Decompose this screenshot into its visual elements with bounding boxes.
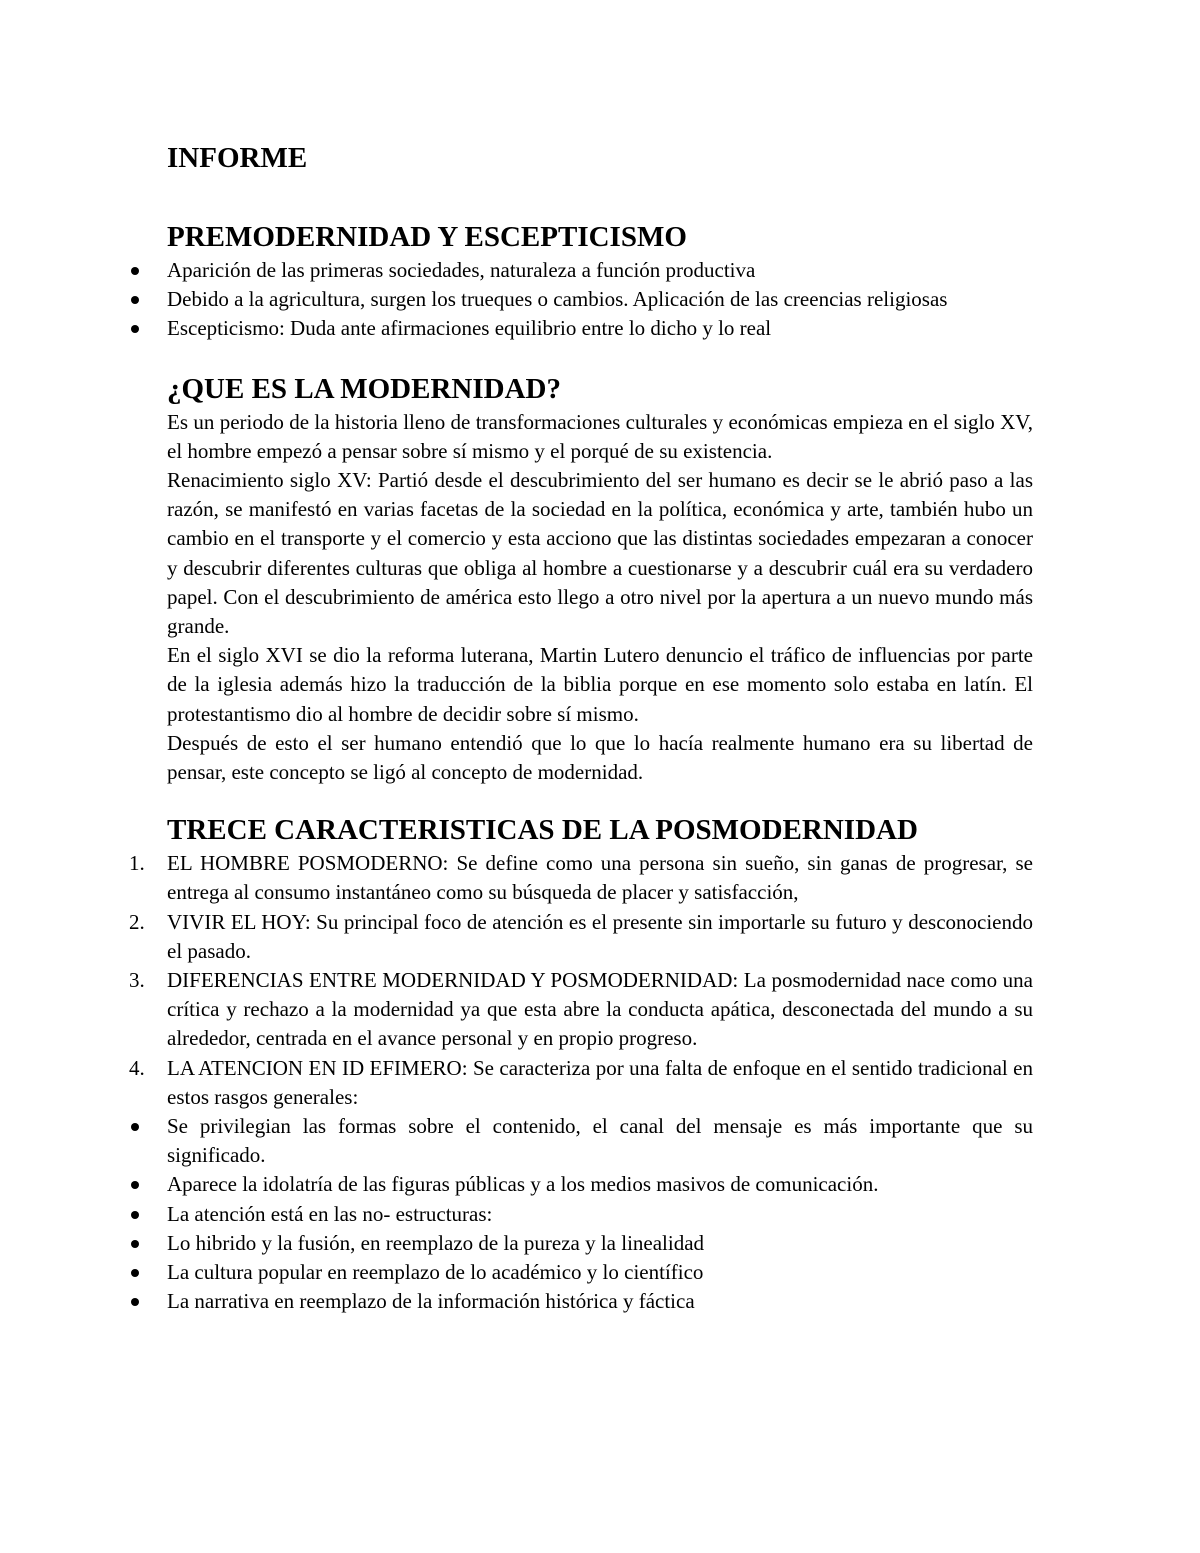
bullet-icon <box>131 1123 139 1131</box>
bullet-icon <box>131 1240 139 1248</box>
bullet-list-efimero <box>167 1112 1033 1316</box>
document-page <box>129 138 1033 1317</box>
document-title: INFORME <box>167 142 308 174</box>
list-item: Aparición de las primeras sociedades, naturaleza a función productiva <box>167 256 1033 285</box>
numbered-list-posmodernidad <box>129 849 1033 1112</box>
bullet-icon <box>131 325 139 333</box>
list-item: Aparece la idolatría de las figuras públicas y a los medios masivos de comunicación. <box>167 1170 1033 1199</box>
bullet-list-premodernidad <box>167 256 1033 344</box>
modernidad-body <box>167 408 1033 788</box>
list-number: 2. <box>129 909 145 934</box>
list-item: La atención está en las no- estructuras: <box>167 1200 1033 1229</box>
list-number: 4. <box>129 1055 145 1080</box>
bullet-icon <box>131 1211 139 1219</box>
paragraph: Es un periodo de la historia lleno de transformaciones culturales y económicas empieza en el siglo XV, el hombre empezó a pensar sobre sí mismo y el porqué de su existencia. <box>167 409 1033 463</box>
list-item: 2. VIVIR EL HOY: Su principal foco de atención es el presente sin importarle su futuro y desconociendo el pasado. <box>129 909 1033 963</box>
paragraph: Después de esto el ser humano entendió que lo que lo hacía realmente humano era su libertad de pensar, este concepto se ligó al concepto de modernidad. <box>167 730 1033 785</box>
list-item: Debido a la agricultura, surgen los trueques o cambios. Aplicación de las creencias religiosas <box>167 285 1033 314</box>
list-number: 3. <box>129 968 145 993</box>
list-item: 3. DIFERENCIAS ENTRE MODERNIDAD Y POSMODERNIDAD: La posmodernidad nace como una crítica y rechazo a la modernidad ya que esta abre la conducta apática, desconectada del mundo a su alrededor, centrada en el avance personal y en propio progreso. <box>129 968 1033 1051</box>
list-number: 1. <box>129 851 145 876</box>
list-item: Lo hibrido y la fusión, en reemplazo de la pureza y la linealidad <box>167 1229 1033 1258</box>
bullet-icon <box>131 1298 139 1306</box>
bullet-icon <box>131 296 139 304</box>
list-item: 4. LA ATENCION EN ID EFIMERO: Se caracteriza por una falta de enfoque en el sentido tradicional en estos rasgos generales: <box>129 1055 1033 1109</box>
list-item: Se privilegian las formas sobre el contenido, el canal del mensaje es más importante que su significado. <box>167 1112 1033 1170</box>
list-item: Escepticismo: Duda ante afirmaciones equilibrio entre lo dicho y lo real <box>167 314 1033 343</box>
list-item: La narrativa en reemplazo de la información histórica y fáctica <box>167 1287 1033 1316</box>
bullet-icon <box>131 1269 139 1277</box>
paragraph: Renacimiento siglo XV: Partió desde el descubrimiento del ser humano es decir se le abrió paso a las razón, se manifestó en varias facetas de la sociedad en la política, económica y arte, también hubo un cambio en el transporte y el comercio y esta acciono que las distintas sociedades empezaran a conocer y descubrir diferentes culturas que obliga al hombre a cuestionarse y a descubrir cuál era su verdadero papel. Con el descubrimiento de américa esto llego a otro nivel por la apertura a un nuevo mundo más grande. <box>167 468 1033 639</box>
section-heading-modernidad: ¿QUE ES LA MODERNIDAD? <box>167 372 561 405</box>
bullet-icon <box>131 1181 139 1189</box>
paragraph: En el siglo XVI se dio la reforma luterana, Martin Lutero denuncio el tráfico de influencias por parte de la iglesia además hizo la traducción de la biblia porque en ese momento solo estaba en latín. El protestantismo dio al hombre de decidir sobre sí mismo. <box>167 643 1033 726</box>
section-heading-premodernidad: PREMODERNIDAD Y ESCEPTICISMO <box>167 221 687 253</box>
list-item: 1. EL HOMBRE POSMODERNO: Se define como una persona sin sueño, sin ganas de progresar, se entrega al consumo instantáneo como su búsqueda de placer y satisfacción, <box>129 851 1033 905</box>
section-heading-posmodernidad: TRECE CARACTERISTICAS DE LA POSMODERNIDAD <box>167 814 918 847</box>
bullet-icon <box>131 267 139 275</box>
list-item: La cultura popular en reemplazo de lo académico y lo científico <box>167 1258 1033 1287</box>
